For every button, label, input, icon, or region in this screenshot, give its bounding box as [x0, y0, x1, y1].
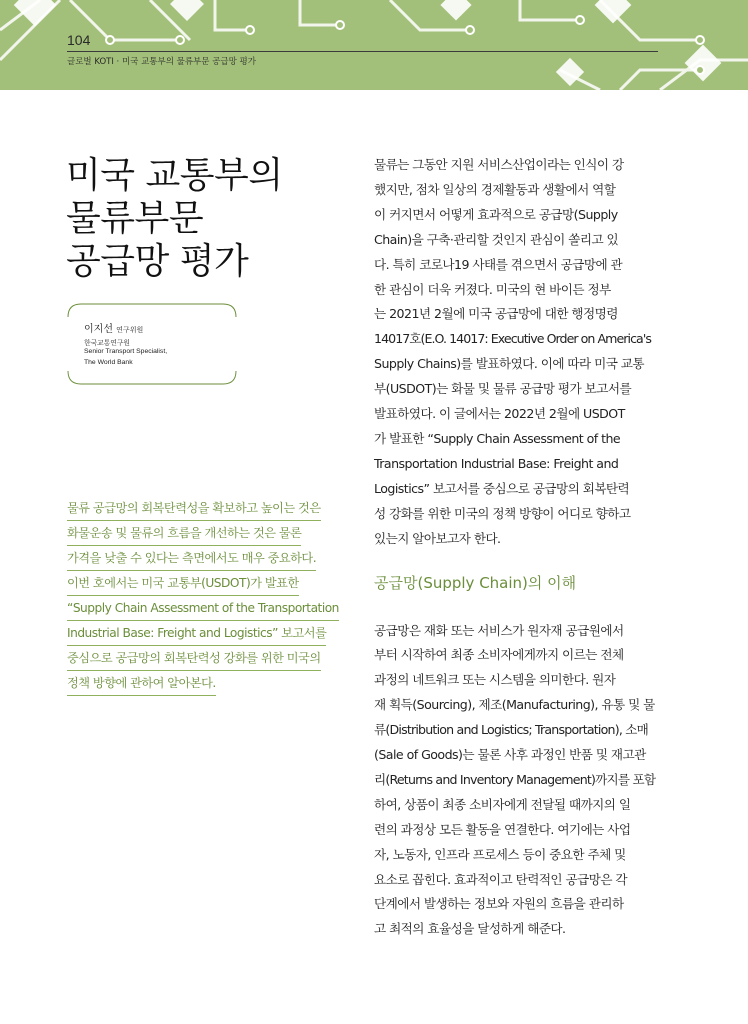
abstract-line: 이번 호에서는 미국 교통부(USDOT)가 발표한 [67, 571, 299, 596]
abstract-line: “Supply Chain Assessment of the Transportation [67, 596, 339, 621]
author-name-line [84, 320, 143, 335]
author-affiliation: Senior Transport Specialist, [84, 348, 168, 355]
body-line: 14017호(E.O. 14017: Executive Order on America's [374, 331, 651, 347]
running-head: 글로벌 KOTI · 미국 교통부의 물류부문 공급망 평가 [67, 57, 256, 67]
author-box [67, 303, 237, 385]
body-line: 발표하였다. 이 글에서는 2022년 2월에 USDOT [374, 406, 625, 422]
body-line: 있는지 알아보고자 한다. [374, 530, 501, 546]
circuit-pattern-decoration [0, 0, 748, 90]
body-line: 과정의 네트워크 또는 시스템을 의미한다. 원자 [374, 672, 616, 688]
author-affiliation: 한국교통연구원 [84, 340, 130, 347]
body-line: 류(Distribution and Logistics; Transportation), 소매 [374, 722, 648, 738]
body-line: 하여, 상품이 최종 소비자에게 전달될 때까지의 일 [374, 796, 631, 812]
title-line: 물류부문 [66, 198, 204, 239]
body-line: 이 커지면서 어떻게 효과적으로 공급망(Supply [374, 206, 618, 222]
author-role: 연구위원 [116, 326, 144, 334]
intro-paragraph [374, 153, 659, 552]
body-line: 물류는 그동안 지원 서비스산업이라는 인식이 강 [374, 157, 624, 172]
header-band [0, 0, 748, 90]
header-rule [67, 51, 658, 52]
body-line: 리(Returns and Inventory Management)까지를 포함 [374, 771, 656, 787]
abstract-line: 중심으로 공급망의 회복탄력성 강화를 위한 미국의 [67, 646, 321, 671]
body-line: 련의 과정상 모든 활동을 연결한다. 여기에는 사업 [374, 821, 631, 837]
body-line: 공급망은 재화 또는 서비스가 원자재 공급원에서 [374, 622, 624, 638]
abstract-line: Industrial Base: Freight and Logistics” 보고서를 [67, 621, 326, 646]
body-line: 한 관심이 더욱 커졌다. 미국의 현 바이든 정부 [374, 281, 611, 297]
body-line: Supply Chains)를 발표하였다. 이에 따라 미국 교통 [374, 356, 645, 372]
author-affiliation: The World Bank [84, 359, 133, 366]
abstract [67, 496, 342, 696]
body-line: 부(USDOT)는 화물 및 물류 공급망 평가 보고서를 [374, 381, 632, 397]
body-line: 다. 특히 코로나19 사태를 겪으면서 공급망에 관 [374, 256, 623, 272]
abstract-line: 물류 공급망의 회복탄력성을 확보하고 높이는 것은 [67, 496, 321, 521]
body-line: 단계에서 발생하는 정보와 자원의 흐름을 관리하 [374, 896, 624, 912]
body-line: 자, 노동자, 인프라 프로세스 등이 중요한 주체 및 [374, 846, 626, 862]
body-line: 요소로 꼽힌다. 효과적이고 탄력적인 공급망은 각 [374, 871, 628, 887]
abstract-line: 화물운송 및 물류의 흐름을 개선하는 것은 물론 [67, 521, 301, 546]
body-line: 했지만, 점차 일상의 경제활동과 생활에서 역할 [374, 181, 616, 197]
author-name: 이지선 [84, 324, 113, 335]
title-line: 공급망 평가 [66, 241, 249, 282]
section-paragraph [374, 619, 659, 943]
body-line: Logistics” 보고서를 중심으로 공급망의 회복탄력 [374, 480, 630, 496]
body-line: 고 최적의 효율성을 달성하게 해준다. [374, 921, 566, 937]
title-line: 미국 교통부의 [66, 155, 283, 196]
body-line: Chain)을 구축·관리할 것인지 관심이 쏠리고 있 [374, 231, 619, 247]
body-line: 부터 시작하여 최종 소비자에게까지 이르는 전체 [374, 647, 624, 663]
article-title [66, 154, 356, 283]
body-column [374, 153, 659, 942]
body-line: 성 강화를 위한 미국의 정책 방향이 어디로 향하고 [374, 505, 631, 521]
abstract-line: 정책 방향에 관하여 알아본다. [67, 671, 216, 696]
page-number: 104 [67, 32, 91, 48]
body-line: 는 2021년 2월에 미국 공급망에 대한 행정명령 [374, 306, 618, 322]
body-line: 가 발표한 “Supply Chain Assessment of the [374, 430, 621, 446]
body-line: 재 획득(Sourcing), 제조(Manufacturing), 유통 및 물 [374, 697, 655, 713]
section-heading: 공급망(Supply Chain)의 이해 [374, 573, 577, 592]
body-line: Transportation Industrial Base: Freight and [374, 455, 619, 471]
abstract-line: 가격을 낮출 수 있다는 측면에서도 매우 중요하다. [67, 546, 316, 571]
body-line: (Sale of Goods)는 물론 사후 과정인 반품 및 재고관 [374, 747, 646, 763]
